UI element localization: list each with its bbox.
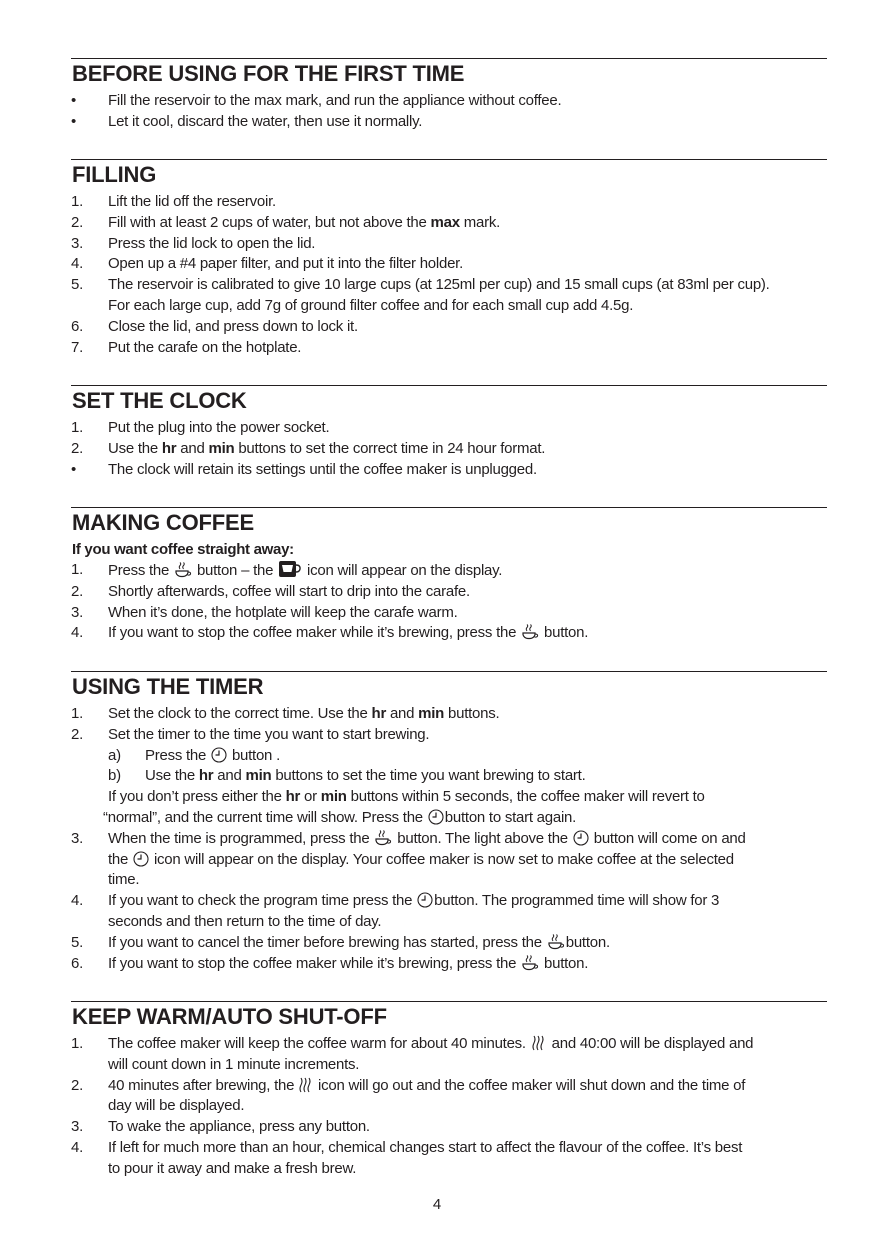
clock-button-icon — [573, 830, 589, 846]
section-first-use — [71, 58, 827, 133]
list-item: 2. Shortly afterwards, coffee will start to drip into the carafe. — [71, 582, 470, 600]
clock-button-icon — [417, 892, 433, 908]
list-item-continued: seconds and then return to the time of day. — [108, 912, 382, 930]
list-item: 1. Press the button – the icon will appear on the display. — [71, 561, 503, 579]
section-title: KEEP WARM/AUTO SHUT-OFF — [72, 1004, 387, 1029]
clock-button-icon — [211, 747, 227, 763]
list-item: • Let it cool, discard the water, then use it normally. — [71, 112, 423, 130]
list-subitem: a) Press the button . — [108, 746, 280, 764]
keep-warm-icon — [531, 1035, 547, 1051]
list-item-continued: the icon will appear on the display. Your coffee maker is now set to make coffee at the selected — [108, 850, 734, 868]
list-item: 3. When it’s done, the hotplate will keep the carafe warm. — [71, 603, 458, 621]
keep-warm-icon — [299, 1077, 313, 1093]
section-set-clock — [71, 385, 827, 480]
section-keep-warm — [71, 1001, 827, 1180]
list-item: 1. The coffee maker will keep the coffee warm for about 40 minutes. and 40:00 will be displayed and — [71, 1035, 754, 1052]
list-item: 6. If you want to stop the coffee maker while it’s brewing, press the button. — [71, 954, 589, 972]
brew-button-icon — [374, 830, 392, 846]
cup-display-icon — [278, 560, 302, 578]
clock-button-icon — [428, 809, 444, 825]
brew-button-icon — [521, 624, 539, 640]
list-item-continued: time. — [108, 871, 140, 889]
clock-display-icon — [133, 851, 149, 867]
list-item: 5. The reservoir is calibrated to give 10 large cups (at 125ml per cup) and 15 small cups (at 83ml per cup). — [71, 276, 770, 294]
list-item: 1. Set the clock to the correct time. Use the hr and min buttons. — [71, 705, 500, 722]
note: If you don’t press either the hr or min buttons within 5 seconds, the coffee maker will revert to — [108, 788, 705, 806]
section-title: FILLING — [72, 162, 157, 187]
list-item: 3. When the time is programmed, press the button. The light above the button will come on and — [71, 829, 746, 847]
section-title: MAKING COFFEE — [72, 510, 254, 535]
list-item: 6. Close the lid, and press down to lock it. — [71, 317, 358, 335]
subheading: If you want coffee straight away: — [72, 541, 294, 558]
list-item: • Fill the reservoir to the max mark, and run the appliance without coffee. — [71, 92, 562, 109]
list-item: 4. If you want to check the program time press the button. The programmed time will show for 3 — [71, 892, 720, 910]
section-filling — [71, 159, 827, 358]
list-item: 3. Press the lid lock to open the lid. — [71, 234, 316, 252]
list-item-continued: day will be displayed. — [108, 1097, 245, 1115]
brew-button-icon — [174, 562, 192, 578]
brew-button-icon — [547, 934, 565, 950]
section-making-coffee — [71, 507, 827, 644]
list-item: 2. Use the hr and min buttons to set the correct time in 24 hour format. — [71, 439, 546, 457]
list-item-continued: For each large cup, add 7g of ground filter coffee and for each small cup add 4.5g. — [108, 296, 634, 314]
section-title: BEFORE USING FOR THE FIRST TIME — [72, 61, 465, 86]
list-item: 7. Put the carafe on the hotplate. — [71, 338, 302, 356]
list-item: 2. Fill with at least 2 cups of water, but not above the max mark. — [71, 213, 500, 231]
page-number: 4 — [432, 1196, 442, 1213]
section-using-timer — [71, 671, 827, 974]
list-item: 5. If you want to cancel the timer before brewing has started, press the button. — [71, 933, 610, 951]
list-item: 4. If you want to stop the coffee maker while it’s brewing, press the button. — [71, 624, 589, 642]
list-item: 2. Set the timer to the time you want to start brewing. — [71, 725, 430, 743]
brew-button-icon — [521, 955, 539, 971]
note: “normal”, and the current time will show. Press the button to start again. — [103, 808, 577, 826]
list-item: 1. Lift the lid off the reservoir. — [71, 193, 276, 210]
list-subitem: b) Use the hr and min buttons to set the time you want brewing to start. — [108, 767, 586, 785]
list-item: • The clock will retain its settings until the coffee maker is unplugged. — [71, 460, 537, 478]
list-item: 3. To wake the appliance, press any button. — [71, 1118, 370, 1136]
list-item: 4. Open up a #4 paper filter, and put it into the filter holder. — [71, 255, 463, 273]
section-title: SET THE CLOCK — [72, 388, 247, 413]
list-item: 2. 40 minutes after brewing, the icon will go out and the coffee maker will shut down and the time of — [71, 1076, 746, 1094]
list-item: 4. If left for much more than an hour, chemical changes start to affect the flavour of the coffee. It’s best — [71, 1138, 743, 1156]
list-item-continued: to pour it away and make a fresh brew. — [108, 1159, 357, 1177]
list-item: 1. Put the plug into the power socket. — [71, 419, 330, 436]
section-title: USING THE TIMER — [72, 674, 264, 699]
list-item-continued: will count down in 1 minute increments. — [108, 1055, 360, 1073]
